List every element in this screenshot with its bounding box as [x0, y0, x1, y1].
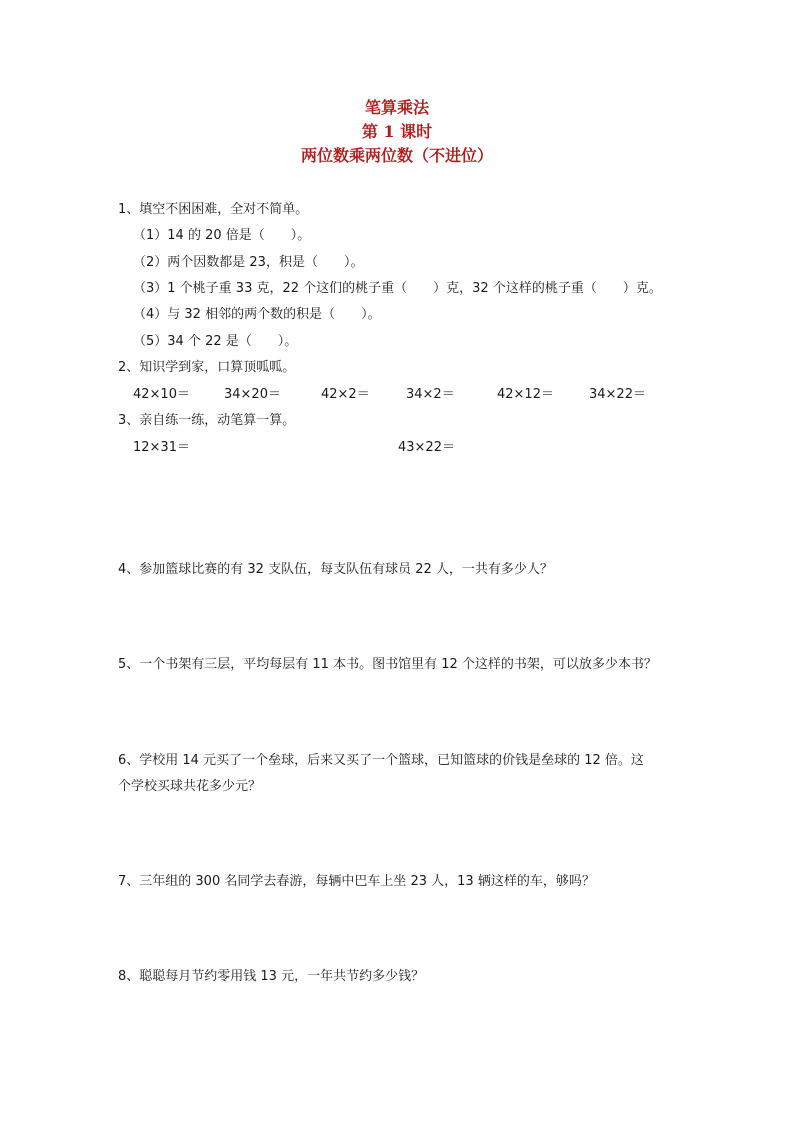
q3-expr-1: 12×31＝ — [133, 440, 190, 455]
q8-text: 8、聪聪每月节约零用钱 13 元，一年共节约多少钱？ — [118, 969, 425, 984]
q1-item-3: （3）1 个桃子重 33 克，22 个这们的桃子重（ ）克，32 个这样的桃子重（ ）克。 — [133, 281, 662, 296]
q1-item-4: （4）与 32 相邻的两个数的积是（ ）。 — [133, 307, 381, 322]
q2-expr-1: 42×10＝ — [133, 387, 190, 402]
title-topic: 两位数乘两位数（不进位） — [300, 146, 493, 165]
q2-expr-6: 34×22＝ — [589, 387, 646, 402]
q7-text: 7、三年组的 300 名同学去春游，每辆中巴车上坐 23 人，13 辆这样的车，够吗？ — [118, 874, 595, 889]
q2-heading: 2、知识学到家，口算顶呱呱。 — [118, 360, 296, 375]
q3-heading: 3、亲自练一练，动笔算一算。 — [118, 413, 296, 428]
q2-expr-4: 34×2＝ — [406, 387, 455, 402]
q6-line-1: 6、学校用 14 元买了一个垒球，后来又买了一个篮球，已知篮球的价钱是垒球的 12 倍。这 — [118, 753, 644, 768]
q2-expr-3: 42×2＝ — [321, 387, 370, 402]
q1-heading: 1、填空不困困难，全对不简单。 — [118, 202, 309, 217]
q2-expr-5: 42×12＝ — [497, 387, 554, 402]
q5-text: 5、一个书架有三层，平均每层有 11 本书。图书馆里有 12 个这样的书架，可以放多少本书？ — [118, 657, 657, 672]
worksheet-title — [0, 96, 794, 168]
q1-item-2: （2）两个因数都是 23，积是（ ）。 — [133, 255, 364, 270]
q1-item-5: （5）34 个 22 是（ ）。 — [133, 334, 298, 349]
q2-expr-2: 34×20＝ — [224, 387, 281, 402]
q1-item-1: （1）14 的 20 倍是（ ）。 — [133, 228, 311, 243]
q3-expr-2: 43×22＝ — [398, 440, 455, 455]
title-lesson: 第 1 课时 — [361, 122, 433, 141]
title-main: 笔算乘法 — [364, 98, 429, 117]
q6-line-2: 个学校买球共花多少元？ — [118, 779, 262, 794]
q4-text: 4、参加篮球比赛的有 32 支队伍，每支队伍有球员 22 人，一共有多少人？ — [118, 562, 553, 577]
